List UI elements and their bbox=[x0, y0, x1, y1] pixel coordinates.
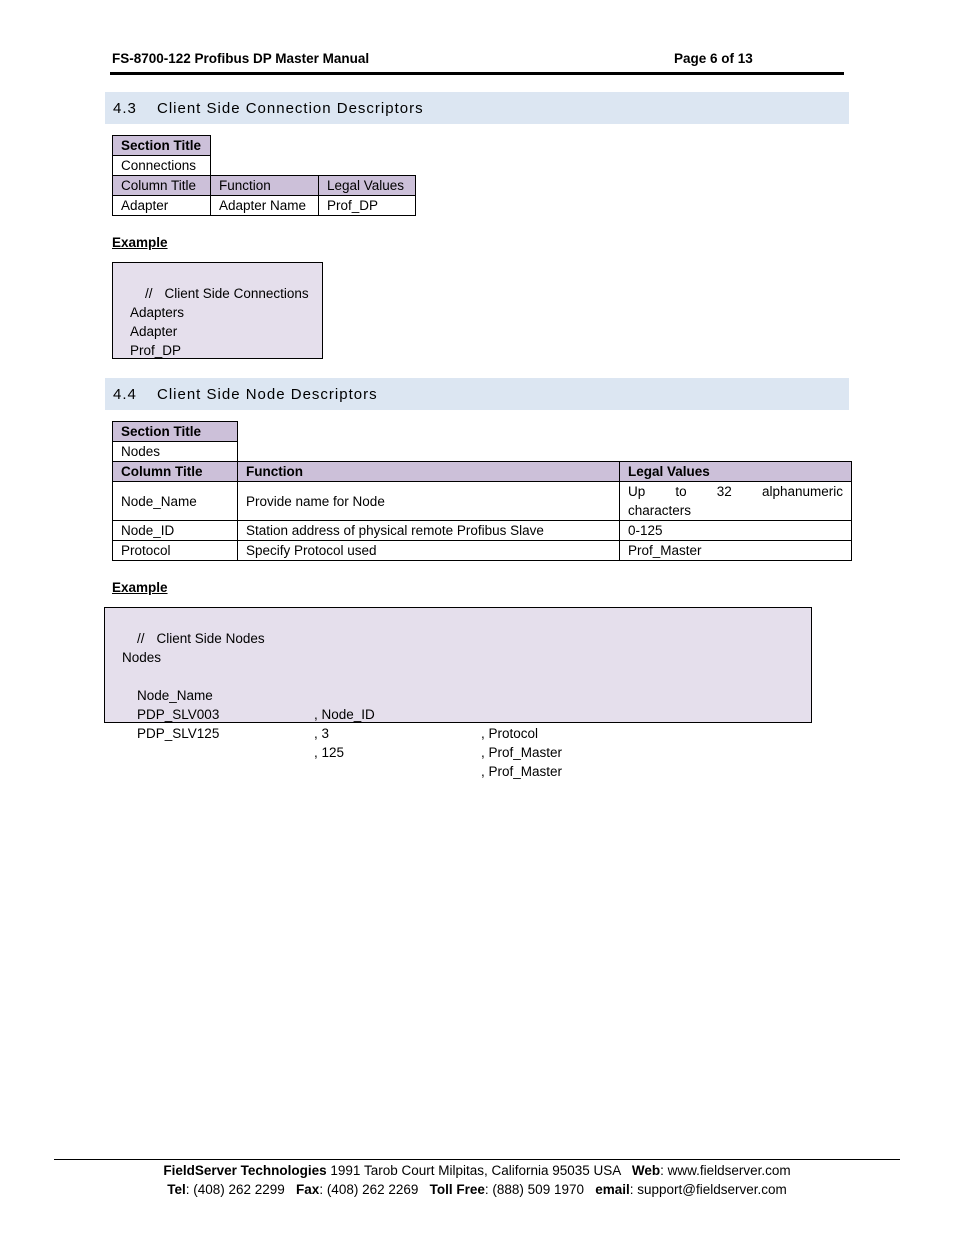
table-cell: Adapter Name bbox=[211, 196, 319, 216]
table-cell: Adapter bbox=[113, 196, 211, 216]
footer-email-label: email bbox=[595, 1182, 630, 1197]
section-title-label: Section Title bbox=[113, 136, 211, 156]
column-header: Function bbox=[211, 176, 319, 196]
section-heading-4-3 bbox=[105, 92, 849, 124]
section-title-label: Section Title bbox=[113, 422, 238, 442]
example-cell: Node_Name bbox=[137, 688, 213, 703]
table-row bbox=[113, 196, 416, 216]
comment-text: Client Side Nodes bbox=[156, 631, 265, 646]
example-cell: PDP_SLV003 bbox=[137, 707, 220, 722]
column-header: Column Title bbox=[113, 176, 211, 196]
footer-fax-value: : (408) 262 2269 bbox=[319, 1182, 430, 1197]
blank-line bbox=[130, 284, 322, 303]
column-header: Function bbox=[238, 462, 620, 482]
column-header: Column Title bbox=[113, 462, 238, 482]
column-header: Legal Values bbox=[319, 176, 416, 196]
nodes-descriptor-table bbox=[112, 421, 852, 561]
comment-text: Client Side Connections bbox=[164, 286, 309, 301]
connections-descriptor-table bbox=[112, 135, 416, 216]
section-title: Client Side Connection Descriptors bbox=[157, 99, 424, 117]
example-line: Prof_DP bbox=[130, 343, 182, 358]
example-cell: , 125 bbox=[314, 745, 345, 760]
section-title-value: Nodes bbox=[113, 442, 238, 462]
section-title-value: Connections bbox=[113, 156, 211, 176]
table-cell: Prof_DP bbox=[319, 196, 416, 216]
footer-email-link[interactable]: : support@fieldserver.com bbox=[629, 1182, 787, 1197]
page-number: Page 6 of 13 bbox=[674, 51, 753, 66]
example-cell: , Protocol bbox=[481, 726, 539, 741]
example-label: Example bbox=[112, 580, 168, 595]
example-cell: PDP_SLV125 bbox=[137, 726, 220, 741]
table-cell: 0-125 bbox=[620, 521, 852, 541]
table-cell: Prof_Master bbox=[620, 541, 852, 561]
legal-values-line: Up to 32 alphanumeric bbox=[628, 484, 843, 499]
example-label: Example bbox=[112, 235, 168, 250]
footer-web-label: Web bbox=[631, 1163, 661, 1178]
example-line: Adapter bbox=[130, 324, 178, 339]
footer-line-1 bbox=[0, 1163, 954, 1178]
table-cell: Station address of physical remote Profibus Slave bbox=[238, 521, 620, 541]
footer-tel-label: Tel bbox=[167, 1182, 186, 1197]
section-title: Client Side Node Descriptors bbox=[157, 385, 378, 403]
footer-fax-label: Fax bbox=[296, 1182, 320, 1197]
legal-values-line: characters bbox=[628, 503, 692, 518]
document-title: FS-8700-122 Profibus DP Master Manual bbox=[112, 51, 370, 66]
example-heading: Nodes bbox=[122, 650, 162, 665]
footer-tollfree-value: : (888) 509 1970 bbox=[484, 1182, 596, 1197]
comment-slashes: // bbox=[145, 286, 153, 301]
table-cell: Protocol bbox=[113, 541, 238, 561]
section-number: 4.4 bbox=[113, 385, 137, 403]
table-cell: Provide name for Node bbox=[238, 482, 620, 521]
table-cell: Specify Protocol used bbox=[238, 541, 620, 561]
nodes-example-box bbox=[104, 607, 812, 779]
table-cell bbox=[620, 482, 852, 521]
header-rule bbox=[110, 72, 844, 75]
footer-rule bbox=[54, 1159, 900, 1160]
section-heading-4-4 bbox=[105, 378, 849, 410]
table-cell: Node_ID bbox=[113, 521, 238, 541]
footer-company: FieldServer Technologies bbox=[163, 1163, 327, 1178]
footer-tollfree-label: Toll Free bbox=[429, 1182, 485, 1197]
example-cell: , Prof_Master bbox=[481, 745, 563, 760]
example-line: Adapters bbox=[130, 305, 185, 320]
footer-tel-value: : (408) 262 2299 bbox=[185, 1182, 297, 1197]
example-cell: , Prof_Master bbox=[481, 764, 563, 779]
table-row bbox=[113, 521, 852, 541]
section-number: 4.3 bbox=[113, 99, 137, 117]
footer-address: 1991 Tarob Court Milpitas, California 95035 USA bbox=[326, 1163, 632, 1178]
comment-slashes: // bbox=[137, 631, 145, 646]
comment-line bbox=[130, 265, 322, 301]
connections-example-box bbox=[112, 262, 323, 359]
example-cell: , Node_ID bbox=[314, 707, 375, 722]
comment-line bbox=[122, 610, 811, 646]
example-cell: , 3 bbox=[314, 726, 330, 741]
table-cell: Node_Name bbox=[113, 482, 238, 521]
table-row bbox=[113, 541, 852, 561]
blank-line bbox=[122, 629, 811, 648]
column-header: Legal Values bbox=[620, 462, 852, 482]
footer-web-link[interactable]: : www.fieldserver.com bbox=[660, 1163, 791, 1178]
footer-line-2 bbox=[0, 1182, 954, 1197]
table-row bbox=[113, 482, 852, 521]
